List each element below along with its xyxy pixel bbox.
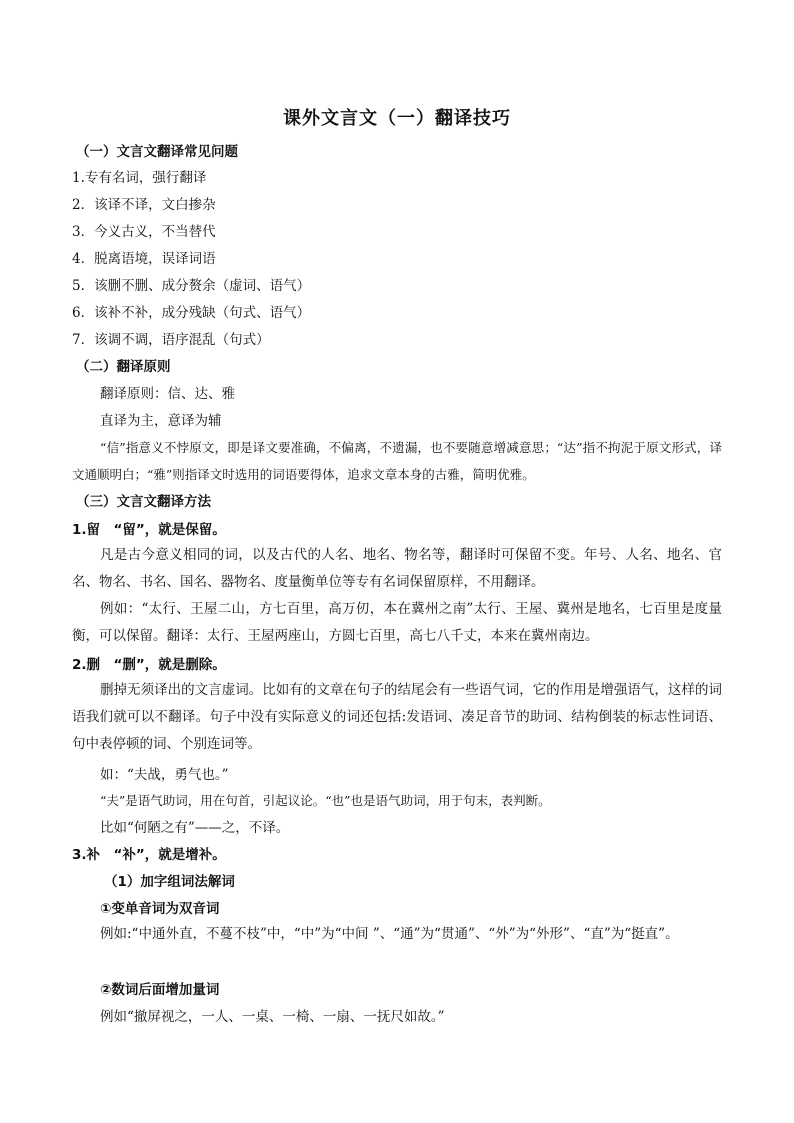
method-add-sub-heading-2: ①变单音词为双音词 [100, 901, 220, 917]
method-add-sub-heading-3: ②数词后面增加量词 [100, 982, 220, 998]
page-title: 课外文言文（一）翻译技巧 [283, 108, 511, 129]
method-keep-paragraph-1: 凡是古今意义相同的词，以及古代的人名、地名、物名等，翻译时可保留不变。年号、人名、地名、官名、物名、书名、国名、器物名、度量衡单位等专有名词保留原样，不用翻译。 [72, 547, 722, 590]
problem-item-1: 1.专有名词，强行翻译 [72, 170, 207, 186]
method-delete-explanation: “夫”是语气助词，用在句首，引起议论。“也”也是语气助词，用于句末，表判断。 [100, 793, 551, 808]
problem-item-4: 4．脱离语境，误译词语 [72, 251, 216, 267]
problem-item-3: 3．今义古义，不当替代 [72, 224, 216, 240]
method-keep-paragraph-2: 例如：“太行、王屋二山，方七百里，高万仞，本在冀州之南”太行、王屋、冀州是地名，七百里是度量衡，可以保留。翻译：太行、王屋两座山，方圆七百里，高七八千丈，本来在冀州南边。 [72, 601, 722, 644]
method-delete-heading: 2.删 “删”，就是删除。 [72, 657, 226, 673]
method-delete-paragraph-1: 删掉无须译出的文言虚词。比如有的文章在句子的结尾会有一些语气词，它的作用是增强语气，这样的词语我们就可以不翻译。句子中没有实际意义的词还包括:发语词、凑足音节的助词、结构倒装的标志性词语、句中表停顿的词、个别连词等。 [72, 682, 722, 752]
problem-item-5: 5．该删不删、成分赘余（虚词、语气） [72, 278, 311, 294]
method-delete-example: 如：“夫战，勇气也。” [100, 767, 229, 783]
section3-heading: （三）文言文翻译方法 [76, 494, 211, 510]
problem-item-2: 2．该译不译，文白掺杂 [72, 197, 216, 213]
method-keep-heading: 1.留 “留”，就是保留。 [72, 522, 226, 538]
section2-heading: （二）翻译原则 [76, 359, 171, 375]
method-add-paragraph-2: 例如“撤屏视之，一人、一桌、一椅、一扇、一抚尺如故。” [100, 1009, 445, 1025]
section1-heading: （一）文言文翻译常见问题 [76, 144, 238, 160]
method-add-sub-heading-1: （1）加字组词法解词 [104, 874, 235, 890]
principle-line-2: 直译为主，意译为辅 [100, 413, 222, 429]
problem-item-7: 7．该调不调，语序混乱（句式） [72, 332, 270, 348]
method-add-paragraph-1: 例如:“中通外直，不蔓不枝”中，“中”为“中间 ”、“通”为“贯通”、“外”为“外形”、“直”为“挺直”。 [100, 926, 679, 942]
principle-line-1: 翻译原则：信、达、雅 [100, 386, 235, 402]
method-delete-example-2: 比如“何陋之有”——之，不译。 [100, 820, 290, 836]
problem-item-6: 6．该补不补，成分残缺（句式、语气） [72, 305, 311, 321]
method-add-heading: 3.补 “补”，就是增补。 [72, 847, 226, 863]
principle-paragraph: “信”指意义不悖原文，即是译文要准确，不偏离，不遗漏，也不要随意增减意思；“达”指不拘泥于原文形式，译文通顺明白；“雅”则指译文时选用的词语要得体，追求文章本身的古雅，简明优雅。 [72, 440, 722, 482]
